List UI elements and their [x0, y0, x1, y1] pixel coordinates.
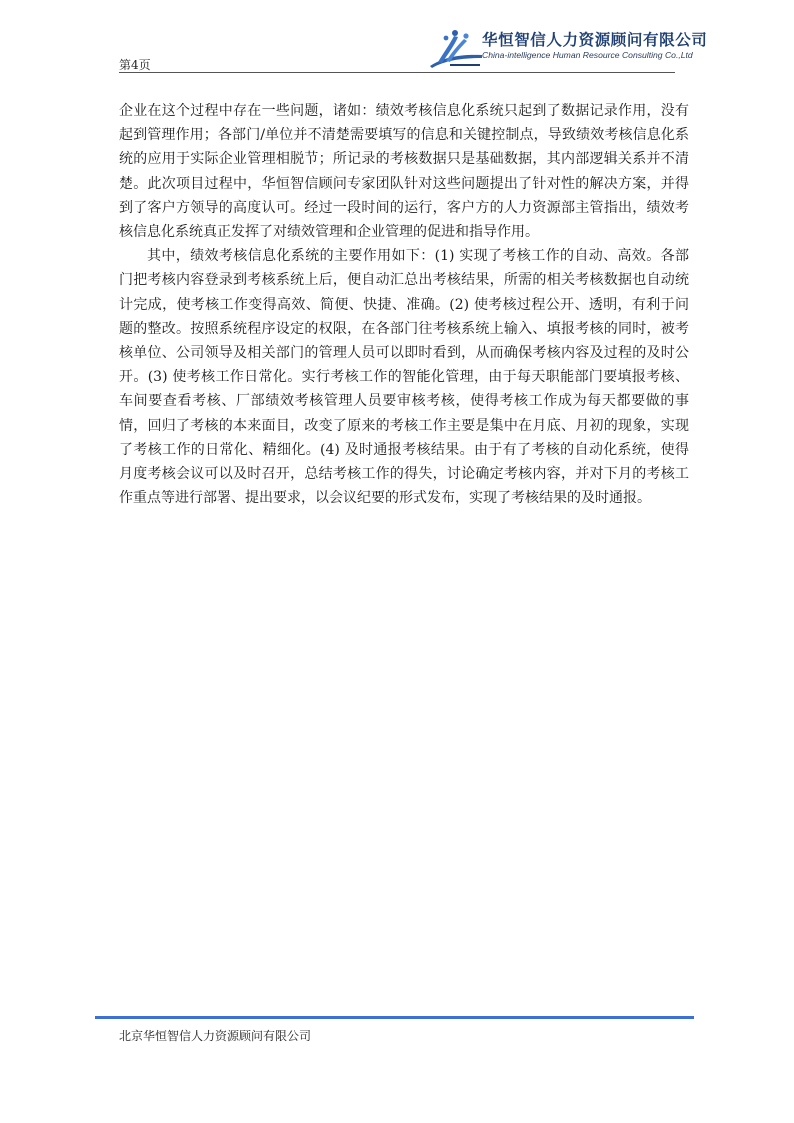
- page-header: [119, 22, 708, 76]
- page-number: 第4页: [119, 58, 151, 72]
- body-paragraph: 其中，绩效考核信息化系统的主要作用如下：(1) 实现了考核工作的自动、高效。各部门把考核内容登录到考核系统上后，便自动汇总出考核结果，所需的相关考核数据也自动统计完成，使考核工作变得高效、简便、快捷、准确。(2) 使考核过程公开、透明，有利于问题的整改。按照系统程序设定的权限，在各部门往考核系统上输入、填报考核的同时，被考核单位、公司领导及相关部门的管理人员可以即时看到，从而确保考核内容及过程的及时公开。(3) 使考核工作日常化。实行考核工作的智能化管理，由于每天职能部门要填报考核、车间要查看考核、厂部绩效考核管理人员要审核考核，使得考核工作成为每天都要做的事情，回归了考核的本来面目，改变了原来的考核工作主要是集中在月底、月初的现象，实现了考核工作的日常化、精细化。(4) 及时通报考核结果。由于有了考核的自动化系统，使得月度考核会议可以及时召开，总结考核工作的得失，讨论确定考核内容，并对下月的考核工作重点等进行部署、提出要求，以会议纪要的形式发布，实现了考核结果的及时通报。: [119, 248, 689, 507]
- company-name-cn: 华恒智信人力资源顾问有限公司: [482, 31, 708, 49]
- company-logo-icon: [424, 28, 484, 72]
- body-paragraph: 企业在这个过程中存在一些问题，诸如：绩效考核信息化系统只起到了数据记录作用，没有起到管理作用；各部门/单位并不清楚需要填写的信息和关键控制点，导致绩效考核信息化系统的应用于实际企业管理相脱节；所记录的考核数据只是基础数据，其内部逻辑关系并不清楚。此次项目过程中，华恒智信顾问专家团队针对这些问题提出了针对性的解决方案，并得到了客户方领导的高度认可。经过一段时间的运行，客户方的人力资源部主管指出，绩效考核信息化系统真正发挥了对绩效管理和企业管理的促进和指导作用。: [119, 103, 689, 241]
- document-body: [119, 99, 689, 510]
- footer-divider: [95, 1016, 694, 1019]
- company-name-en: China-intelligence Human Resource Consulting Co.,Ltd: [482, 50, 693, 60]
- footer-company-name: 北京华恒智信人力资源顾问有限公司: [119, 1029, 312, 1043]
- header-divider: [119, 72, 675, 73]
